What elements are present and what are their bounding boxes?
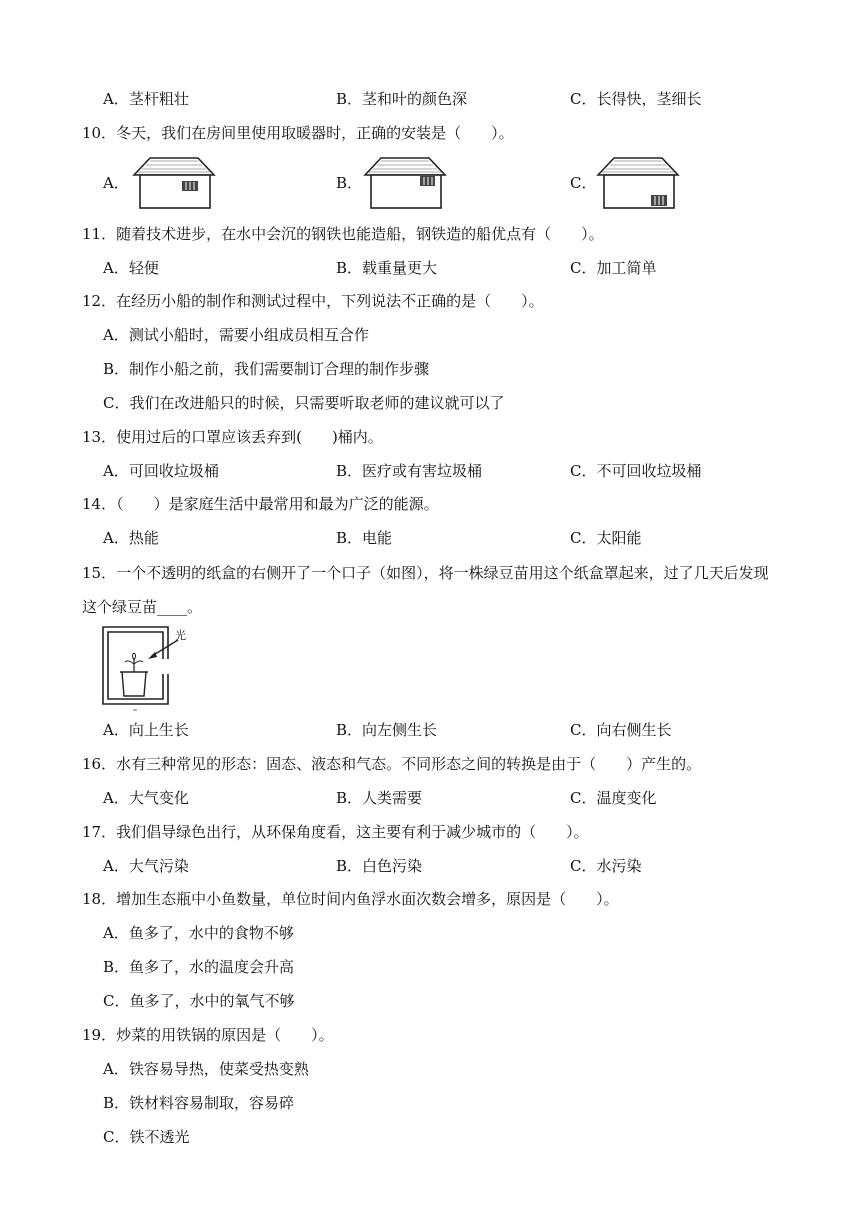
q14-option-b: B．电能 — [336, 529, 393, 547]
q16-option-b: B．人类需要 — [336, 789, 423, 807]
q13-option-c: C．不可回收垃圾桶 — [570, 462, 702, 480]
q19-option-b: B．铁材料容易制取，容易碎 — [103, 1094, 295, 1112]
q11-stem: 11．随着技术进步，在水中会沉的钢铁也能造船，钢铁造的船优点有（ ）。 — [82, 225, 604, 243]
q16-stem: 16．水有三种常见的形态：固态、液态和气态。不同形态之间的转换是由于（ ）产生的。 — [82, 755, 702, 773]
q17-stem: 17．我们倡导绿色出行，从环保角度看，这主要有利于减少城市的（ ）。 — [82, 823, 589, 841]
q14-option-c: C．太阳能 — [570, 529, 642, 547]
q19-option-c: C．铁不透光 — [103, 1128, 190, 1146]
q17-option-a: A．大气污染 — [103, 857, 189, 875]
q14-option-a: A．热能 — [103, 529, 159, 547]
light-label: 光 — [175, 629, 186, 642]
q15-option-b: B．向左侧生长 — [336, 721, 438, 739]
q13-option-a: A．可回收垃圾桶 — [103, 462, 219, 480]
q15-stem-line2: 这个绿豆苗____。 — [82, 598, 203, 616]
q18-option-c: C．鱼多了，水中的氧气不够 — [103, 992, 295, 1010]
house-heater-high-right-figure — [363, 155, 447, 211]
q16-option-c: C．温度变化 — [570, 789, 657, 807]
q9-option-c: C．长得快，茎细长 — [570, 90, 702, 108]
q10-option-c-label: C． — [570, 174, 597, 192]
house-heater-low-right-figure — [596, 155, 680, 211]
house-heater-high-left-figure — [132, 155, 216, 211]
q9-option-a: A．茎杆粗壮 — [103, 90, 189, 108]
box-seedling-light-figure — [100, 624, 192, 712]
q12-option-a: A．测试小船时，需要小组成员相互合作 — [103, 326, 369, 344]
q10-stem: 10．冬天，我们在房间里使用取暖器时，正确的安装是（ ）。 — [82, 124, 514, 142]
q17-option-b: B．白色污染 — [336, 857, 423, 875]
q13-stem: 13．使用过后的口罩应该丢弃到( )桶内。 — [82, 428, 383, 446]
q15-option-c: C．向右侧生长 — [570, 721, 672, 739]
q15-option-a: A．向上生长 — [103, 721, 189, 739]
q11-option-b: B．载重量更大 — [336, 259, 438, 277]
q10-option-b-label: B． — [336, 174, 363, 192]
q18-option-b: B．鱼多了，水的温度会升高 — [103, 958, 295, 976]
q17-option-c: C．水污染 — [570, 857, 642, 875]
q13-option-b: B．医疗或有害垃圾桶 — [336, 462, 483, 480]
q18-option-a: A．鱼多了，水中的食物不够 — [103, 924, 294, 942]
q16-option-a: A．大气变化 — [103, 789, 189, 807]
q19-option-a: A．铁容易导热，使菜受热变熟 — [103, 1060, 309, 1078]
q19-stem: 19．炒菜的用铁锅的原因是（ ）。 — [82, 1026, 334, 1044]
q12-option-b: B．制作小船之前，我们需要制订合理的制作步骤 — [103, 360, 430, 378]
q12-stem: 12．在经历小船的制作和测试过程中，下列说法不正确的是（ ）。 — [82, 292, 544, 310]
q11-option-a: A．轻便 — [103, 259, 159, 277]
q9-option-b: B．茎和叶的颜色深 — [336, 90, 468, 108]
q18-stem: 18．增加生态瓶中小鱼数量，单位时间内鱼浮水面次数会增多，原因是（ ）。 — [82, 890, 619, 908]
q11-option-c: C．加工简单 — [570, 259, 657, 277]
q14-stem: 14．（ ）是家庭生活中最常用和最为广泛的能源。 — [82, 495, 439, 513]
q15-stem-line1: 15．一个不透明的纸盒的右侧开了一个口子（如图），将一株绿豆苗用这个纸盒罩起来，过了几天后发现 — [82, 564, 769, 582]
q10-option-a-label: A． — [103, 174, 129, 192]
q12-option-c: C．我们在改进船只的时候，只需要听取老师的建议就可以了 — [103, 394, 505, 412]
